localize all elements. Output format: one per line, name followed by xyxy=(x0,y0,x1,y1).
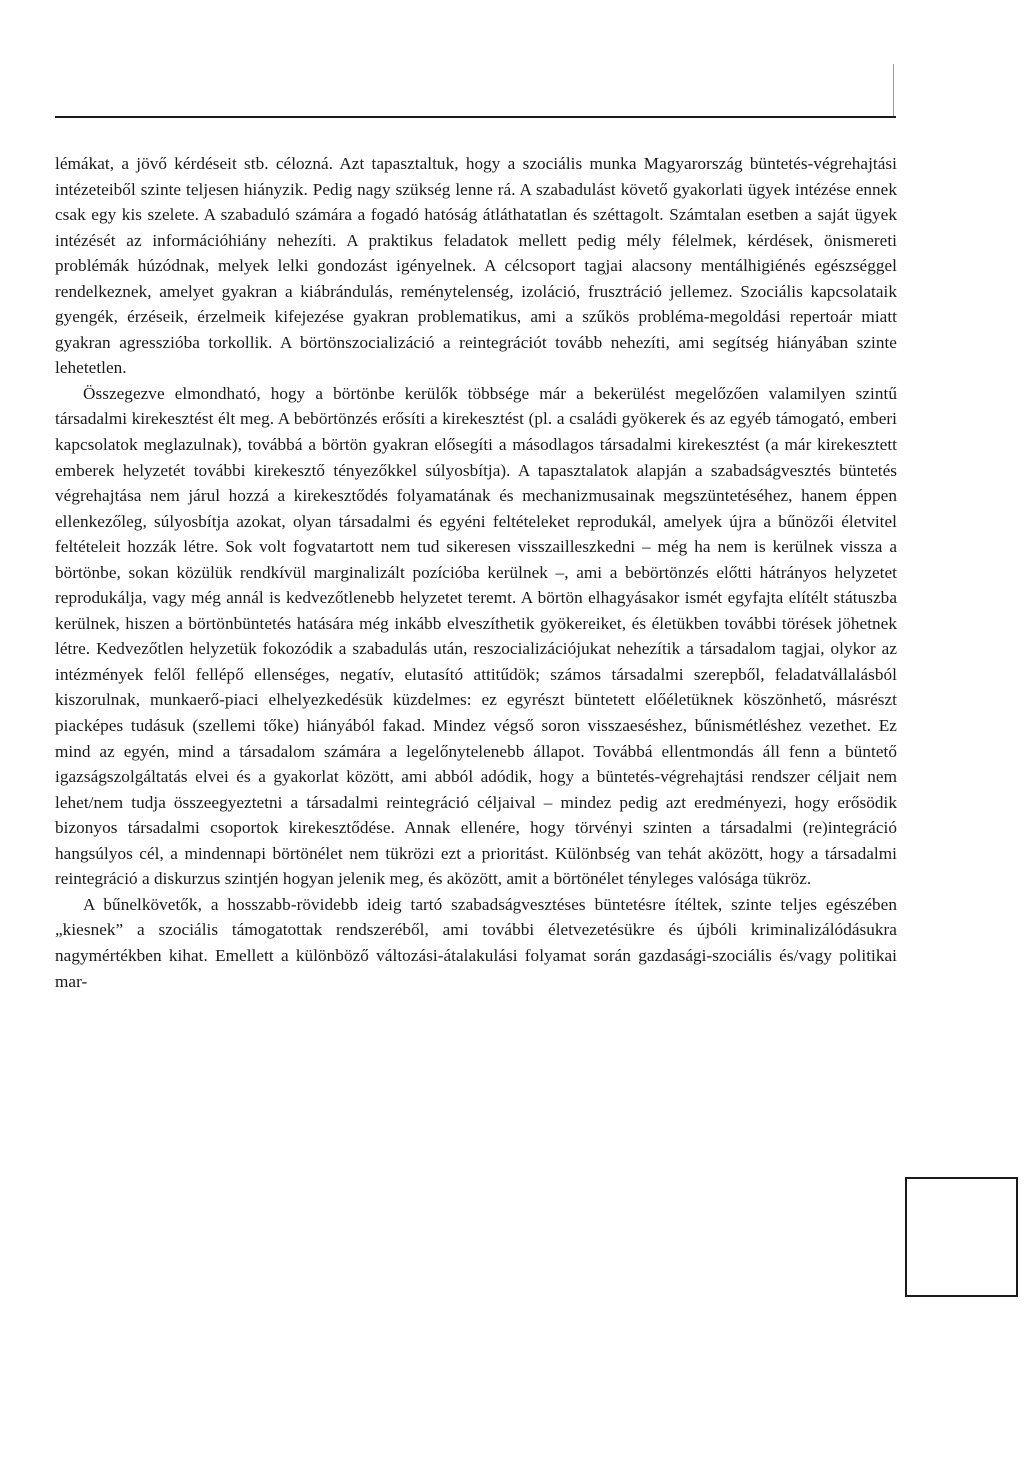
body-text xyxy=(55,151,897,994)
margin-tick-line xyxy=(893,64,894,116)
paragraph-1: lémákat, a jövő kérdéseit stb. célozná. Azt tapasztaltuk, hogy a szociális munka Magyarország büntetés-végrehajtási intézeteiből szinte teljesen hiányzik. Pedig nagy szükség lenne rá. A szabadulást követő gyakorlati ügyek intézése ennek csak egy kis szelete. A szabaduló számára a fogadó hatóság átláthatatlan és széttagolt. Számtalan esetben a saját ügyek intézését az információhiány nehezíti. A praktikus feladatok mellett pedig mély félelmek, kérdések, önismereti problémák húzódnak, melyek lelki gondozást igényelnek. A célcsoport tagjai alacsony mentálhigiénés egészséggel rendelkeznek, amelyet gyakran a kiábrándulás, reménytelenség, izoláció, frusztráció jellemez. Szociális kapcsolataik gyengék, érzéseik, érzelmeik kifejezése gyakran problematikus, ami a szűkös probléma-megoldási repertoár miatt gyakran agresszióba torkollik. A börtönszocializáció a reintegrációt tovább nehezíti, ami segítség hiányában szinte lehetetlen. xyxy=(55,154,897,378)
paragraph-3: A bűnelkövetők, a hosszabb-rövidebb ideig tartó szabadságvesztéses büntetésre ítéltek, szinte teljes egészében „kiesnek” a szociális támogatottak rendszeréből, ami további életvezetésükre és újbóli kriminalizálódásukra nagymértékben kihat. Emellett a különböző változási-átalakulási folyamat során gazdasági-szociális és/vagy politikai mar- xyxy=(55,894,897,991)
margin-box xyxy=(905,1177,1018,1297)
paragraph-2: Összegezve elmondható, hogy a börtönbe kerülők többsége már a bekerülést megelőzően valamilyen szintű társadalmi kirekesztést élt meg. A bebörtönzés erősíti a kirekesztést (pl. a családi gyökerek és az egyéb támogató, emberi kapcsolatok meglazulnak), továbbá a börtön gyakran elősegíti a másodlagos társadalmi kirekesztést (a már kirekesztett emberek helyzetét további kirekesztő tényezőkkel súlyosbítja). A tapasztalatok alapján a szabadságvesztés büntetés végrehajtása nem járul hozzá a kirekesztődés folyamatának és mechanizmusainak megszüntetéséhez, hanem éppen ellenkezőleg, súlyosbítja azokat, olyan társadalmi és egyéni feltételeket reprodukál, amelyek újra a bűnözői életvitel feltételeit hozzák létre. Sok volt fogvatartott nem tud sikeresen visszailleszkedni – még ha nem is kerülnek vissza a börtönbe, sokan közülük rendkívül marginalizált pozícióba kerülnek –, ami a bebörtönzés előtti hátrányos helyzetet reprodukálja, vagy még annál is kedvezőtlenebb helyzetet teremt. A börtön elhagyásakor ismét egyfajta elítélt státuszba kerülnek, hiszen a börtönbüntetés hatására még inkább elveszíthetik gyökereiket, és életükben további törések jöhetnek létre. Kedvezőtlen helyzetük fokozódik a szabadulás után, reszocializációjukat nehezítik a társadalom tagjai, olykor az intézmények felől fellépő ellenséges, negatív, elutasító attitűdök; számos társadalmi szerepből, feladatvállalásból kiszorulnak, munkaerő-piaci elhelyezkedésük küzdelmes: ez egyrészt büntetett előéletüknek köszönhető, másrészt piacképes tudásuk (szellemi tőke) hiányából fakad. Mindez végső soron visszaeséshez, bűnismétléshez vezethet. Ez mind az egyén, mind a társadalom számára a legelőnytelenebb állapot. Továbbá ellentmondás áll fenn a büntető igazságszolgáltatás elvei és a gyakorlat között, ami abból adódik, hogy a büntetés-végrehajtási rendszer céljait nem lehet/nem tudja összeegyeztetni a társadalmi reintegráció céljaival – mindez pedig azt eredményezi, hogy erősödik bizonyos társadalmi csoportok kirekesztődése. Annak ellenére, hogy törvényi szinten a társadalmi (re)integráció hangsúlyos cél, a mindennapi börtönélet nem tükrözi ezt a prioritást. Különbség van tehát aközött, hogy a társadalmi reintegráció a diskurzus szintjén hogyan jelenik meg, és aközött, amit a börtönélet tényleges valósága tükröz. xyxy=(55,383,897,889)
header-rule xyxy=(55,116,896,118)
